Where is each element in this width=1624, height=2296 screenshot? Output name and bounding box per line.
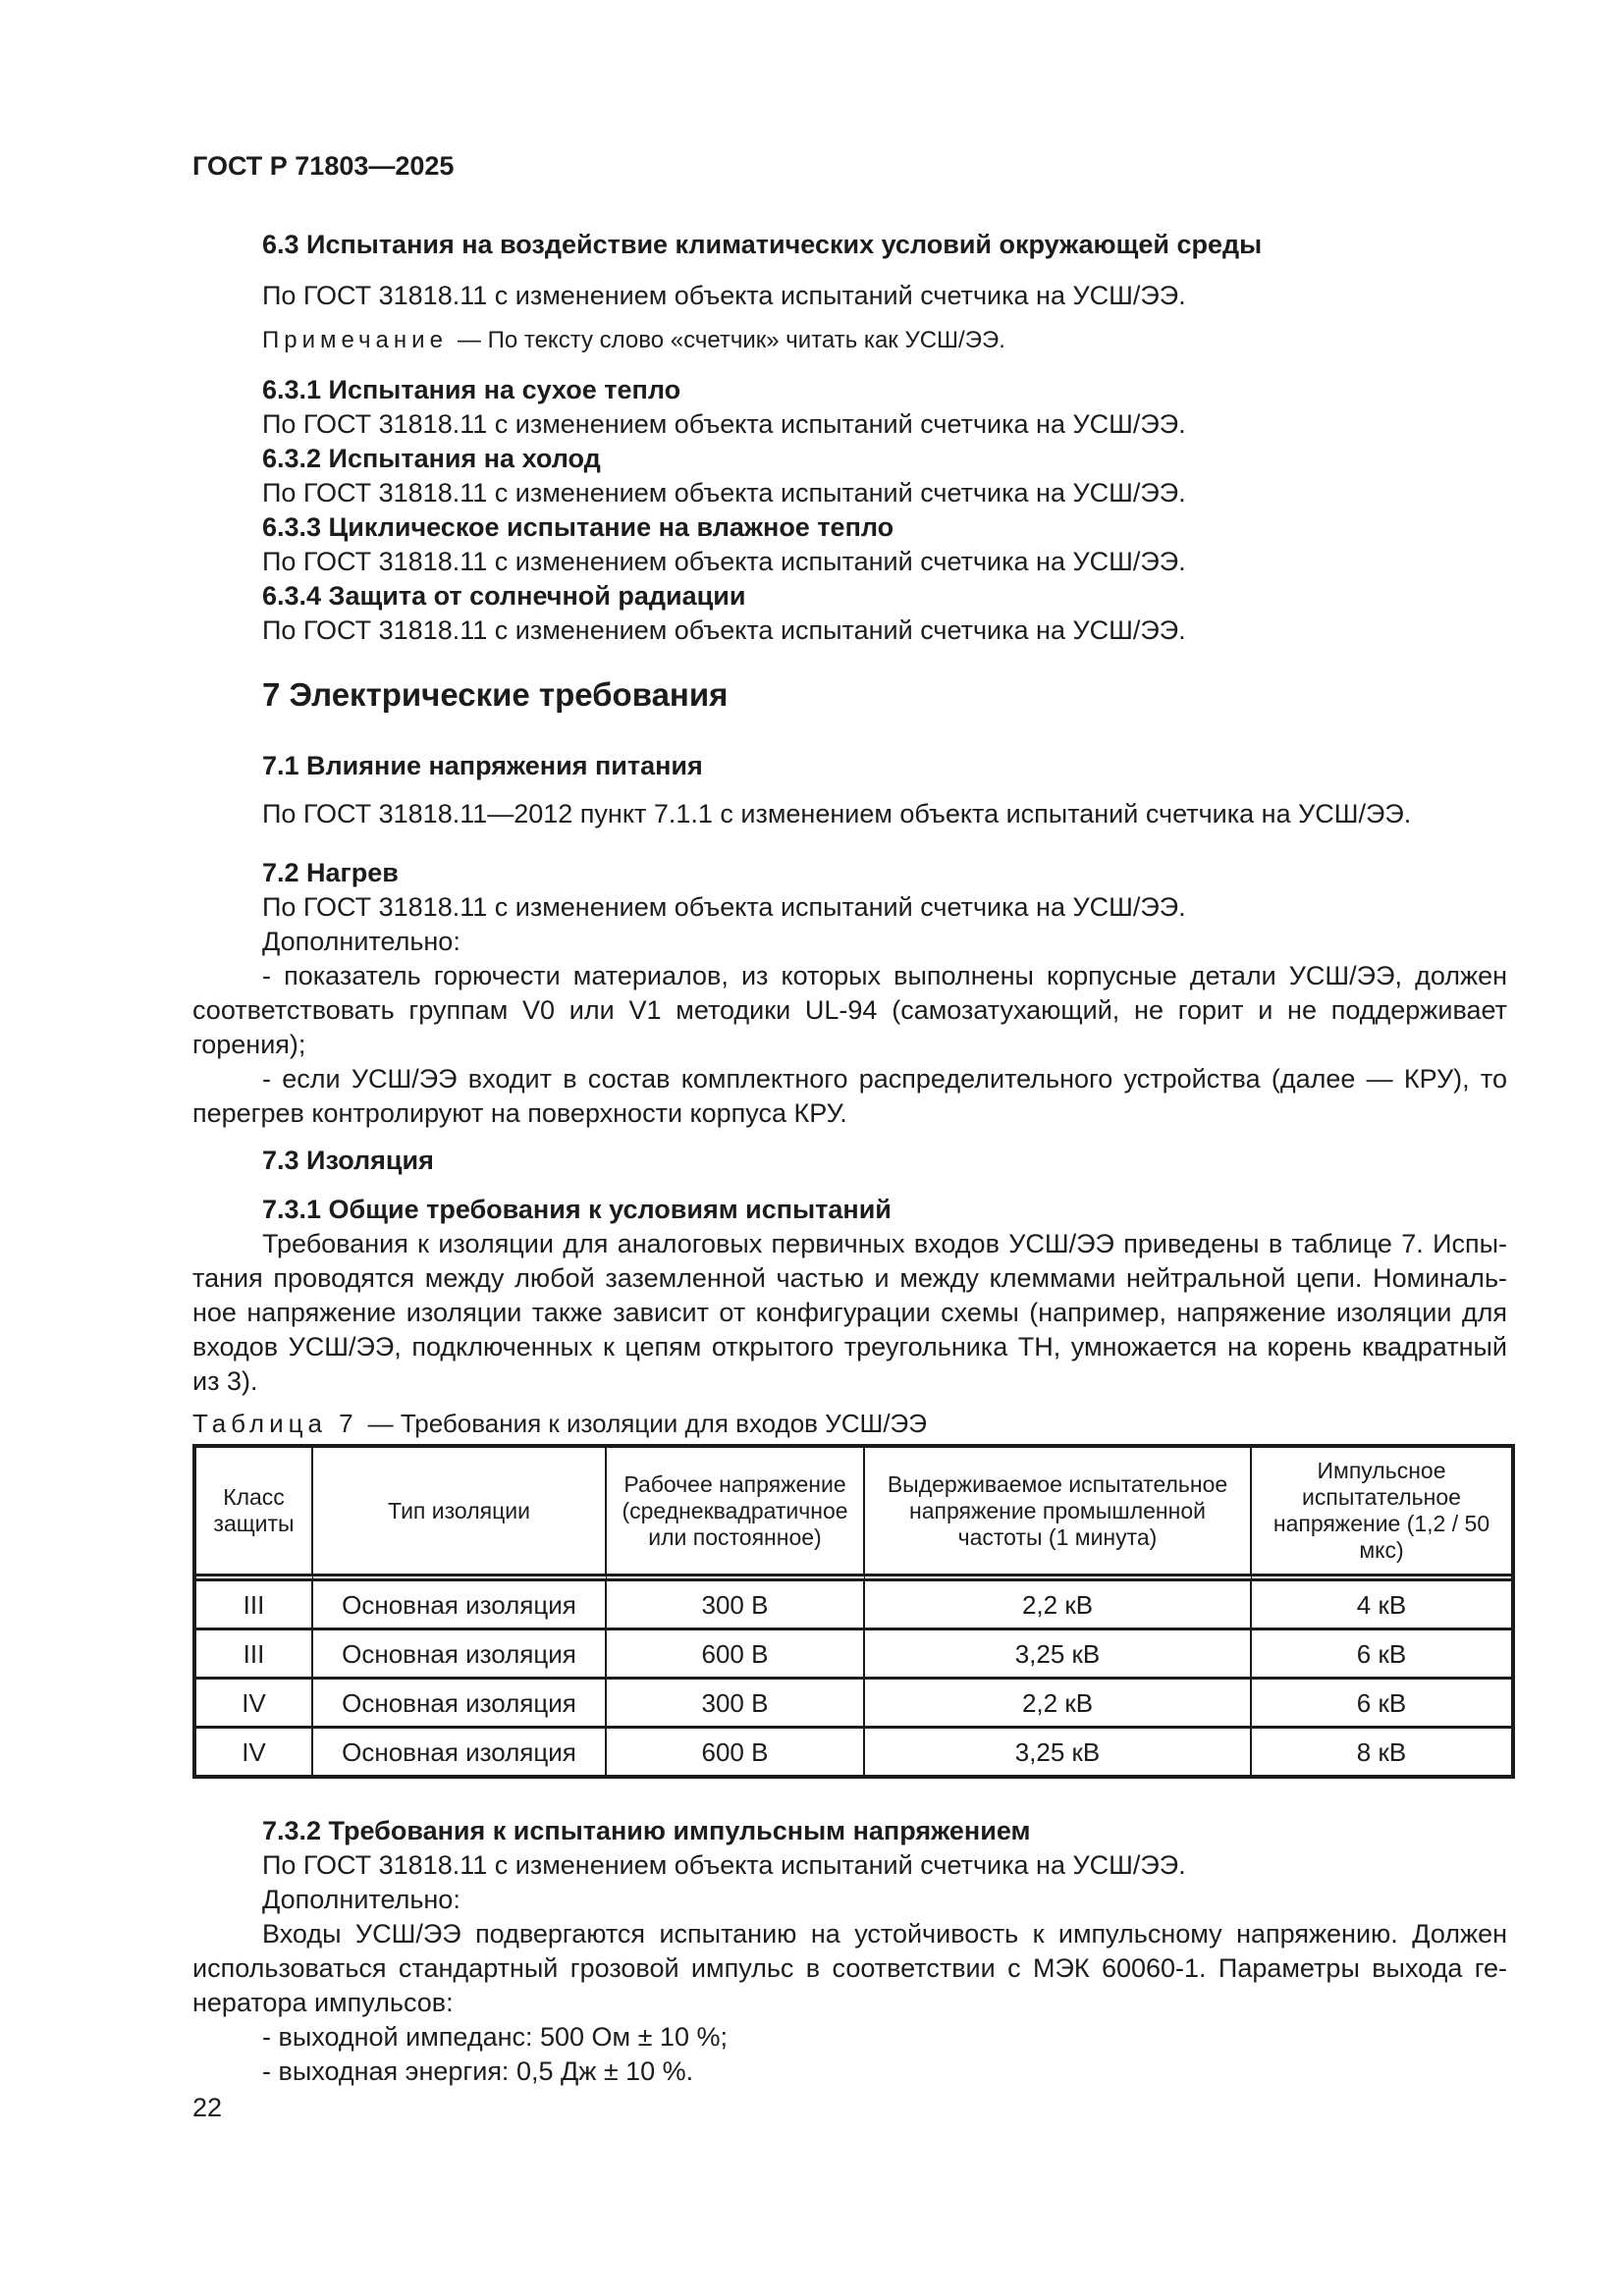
column-header-withstand-voltage: Выдерживаемое испытательное напряжение промышленной частоты (1 минута) — [865, 1448, 1252, 1581]
column-header-working-voltage: Рабочее напряжение (среднеквадратичное или постоянное) — [607, 1448, 865, 1581]
table-caption-text: — Требования к изоляции для входов УСШ/ЭЭ — [367, 1409, 927, 1438]
heading-7-2: 7.2 Нагрев — [262, 858, 399, 887]
heading-7-3-2: 7.3.2 Требования к испытанию импульсным напряжением — [262, 1816, 1031, 1845]
paragraph-line: По ГОСТ 31818.11 с изменением объекта испытаний счетчика на УСШ/ЭЭ. — [262, 892, 1186, 922]
table-cell: 300 В — [607, 1581, 865, 1630]
note-6-3 — [192, 324, 1507, 356]
table-cell: 300 В — [607, 1680, 865, 1729]
subsections-6-3 — [192, 373, 1507, 648]
paragraph-6-3-1: По ГОСТ 31818.11 с изменением объекта испытаний счетчика на УСШ/ЭЭ. — [262, 409, 1186, 439]
column-header-impulse-voltage: Импульсное испытательное напряжение (1,2 / 50 мкс) — [1252, 1448, 1511, 1581]
paragraph-7-1: По ГОСТ 31818.11—2012 пункт 7.1.1 с изменением объекта испытаний счетчика на УСШ/ЭЭ. — [262, 799, 1412, 828]
table-cell: IV — [196, 1680, 313, 1729]
paragraph-line: горения); — [192, 1030, 306, 1059]
table-cell: 2,2 кВ — [865, 1581, 1252, 1630]
page-content — [192, 149, 1507, 2152]
heading-7-3: 7.3 Изоляция — [262, 1146, 434, 1175]
insulation-requirements-table — [192, 1444, 1515, 1779]
paragraph-line: Входы УСШ/ЭЭ подвергаются испытанию на устойчивость к импульсному напряжению. Должен — [262, 1919, 1507, 1949]
paragraph-7-3-2 — [192, 1848, 1507, 2089]
paragraph-line: Дополнительно: — [262, 927, 460, 956]
heading-7-3-1: 7.3.1 Общие требования к условиям испытаний — [262, 1195, 892, 1224]
paragraph-line: соответствовать группам V0 или V1 методики UL-94 (самозатухающий, не горит и не поддерживает — [192, 995, 1507, 1025]
table-row — [196, 1680, 1511, 1729]
column-header-insulation-type: Тип изоляции — [313, 1448, 607, 1581]
table-7-caption — [192, 1407, 1507, 1440]
heading-7: 7 Электрические требования — [262, 676, 729, 713]
table-cell: 2,2 кВ — [865, 1680, 1252, 1729]
table-cell: 6 кВ — [1252, 1680, 1511, 1729]
table-cell: 600 В — [607, 1630, 865, 1680]
table-cell: 8 кВ — [1356, 1736, 1407, 1767]
table-header-row — [196, 1448, 1511, 1581]
paragraph-line: из 3). — [192, 1366, 258, 1396]
heading-6-3-1: 6.3.1 Испытания на сухое тепло — [262, 375, 681, 404]
note-label: Примечание — [262, 327, 448, 353]
page-number: 22 — [192, 2093, 223, 2122]
heading-7-1: 7.1 Влияние напряжения питания — [262, 751, 703, 780]
paragraph-6-3-2: По ГОСТ 31818.11 с изменением объекта испытаний счетчика на УСШ/ЭЭ. — [262, 478, 1186, 507]
table-cell: III — [196, 1630, 313, 1680]
heading-6-3-3: 6.3.3 Циклическое испытание на влажное тепло — [262, 512, 894, 542]
table-cell: 4 кВ — [1252, 1581, 1511, 1630]
paragraph-line: тания проводятся между любой заземленной частью и между клеммами нейтральной цепи. Номиналь- — [192, 1263, 1507, 1293]
table-caption-label: Таблица 7 — [192, 1409, 358, 1438]
running-header: ГОСТ Р 71803—2025 — [192, 151, 455, 181]
paragraph-line: использоваться стандартный грозовой импульс в соответствии с МЭК 60060-1. Параметры выхода ге- — [192, 1953, 1507, 1983]
table-cell: Основная изоляция — [313, 1680, 607, 1729]
paragraph-line: - если УСШ/ЭЭ входит в состав комплектного распределительного устройства (далее — КРУ), то — [262, 1064, 1507, 1094]
table-cell: IV — [196, 1729, 313, 1775]
paragraph-line: нератора импульсов: — [192, 1988, 454, 2017]
table-cell: 600 В — [607, 1729, 865, 1775]
table-cell: Основная изоляция — [313, 1729, 607, 1775]
paragraph-line: ное напряжение изоляции также зависит от конфигурации схемы (например, напряжение изоляции для — [192, 1298, 1507, 1327]
paragraph-line: - показатель горючести материалов, из которых выполнены корпусные детали УСШ/ЭЭ, должен — [262, 961, 1507, 990]
paragraph-6-3-3: По ГОСТ 31818.11 с изменением объекта испытаний счетчика на УСШ/ЭЭ. — [262, 547, 1186, 576]
paragraph-line: входов УСШ/ЭЭ, подключенных к цепям открытого треугольника ТН, умножается на корень квадратный — [192, 1332, 1507, 1362]
heading-6-3-2: 6.3.2 Испытания на холод — [262, 444, 601, 473]
table-cell: III — [196, 1581, 313, 1630]
table-row — [196, 1630, 1511, 1680]
paragraph-line: Требования к изоляции для аналоговых первичных входов УСШ/ЭЭ приведены в таблице 7. Испы- — [262, 1229, 1507, 1258]
paragraph-line: - выходной импеданс: 500 Ом ± 10 %; — [262, 2022, 728, 2052]
paragraph-line: перегрев контролируют на поверхности корпуса КРУ. — [192, 1098, 847, 1128]
paragraph-line: По ГОСТ 31818.11 с изменением объекта испытаний счетчика на УСШ/ЭЭ. — [262, 1850, 1186, 1880]
table-cell: 3,25 кВ — [865, 1630, 1252, 1680]
table-cell: 3,25 кВ — [865, 1729, 1252, 1775]
table-cell: Основная изоляция — [313, 1581, 607, 1630]
table-cell: 6 кВ — [1252, 1630, 1511, 1680]
table-row — [196, 1729, 1511, 1775]
column-header-protection-class: Класс защиты — [196, 1448, 313, 1581]
heading-6-3-4: 6.3.4 Защита от солнечной радиации — [262, 581, 746, 611]
paragraph-6-3: По ГОСТ 31818.11 с изменением объекта испытаний счетчика на УСШ/ЭЭ. — [262, 281, 1186, 310]
paragraph-6-3-4: По ГОСТ 31818.11 с изменением объекта испытаний счетчика на УСШ/ЭЭ. — [262, 615, 1186, 645]
table-row — [196, 1581, 1511, 1630]
table-cell: Основная изоляция — [313, 1630, 607, 1680]
heading-6-3: 6.3 Испытания на воздействие климатических условий окружающей среды — [262, 230, 1263, 259]
paragraph-line: Дополнительно: — [262, 1885, 460, 1914]
paragraph-line: - выходная энергия: 0,5 Дж ± 10 %. — [262, 2056, 694, 2086]
paragraph-7-2 — [192, 890, 1507, 1131]
note-text: — По тексту слово «счетчик» читать как УСШ/ЭЭ. — [457, 327, 1005, 353]
paragraph-7-3-1 — [192, 1227, 1507, 1399]
